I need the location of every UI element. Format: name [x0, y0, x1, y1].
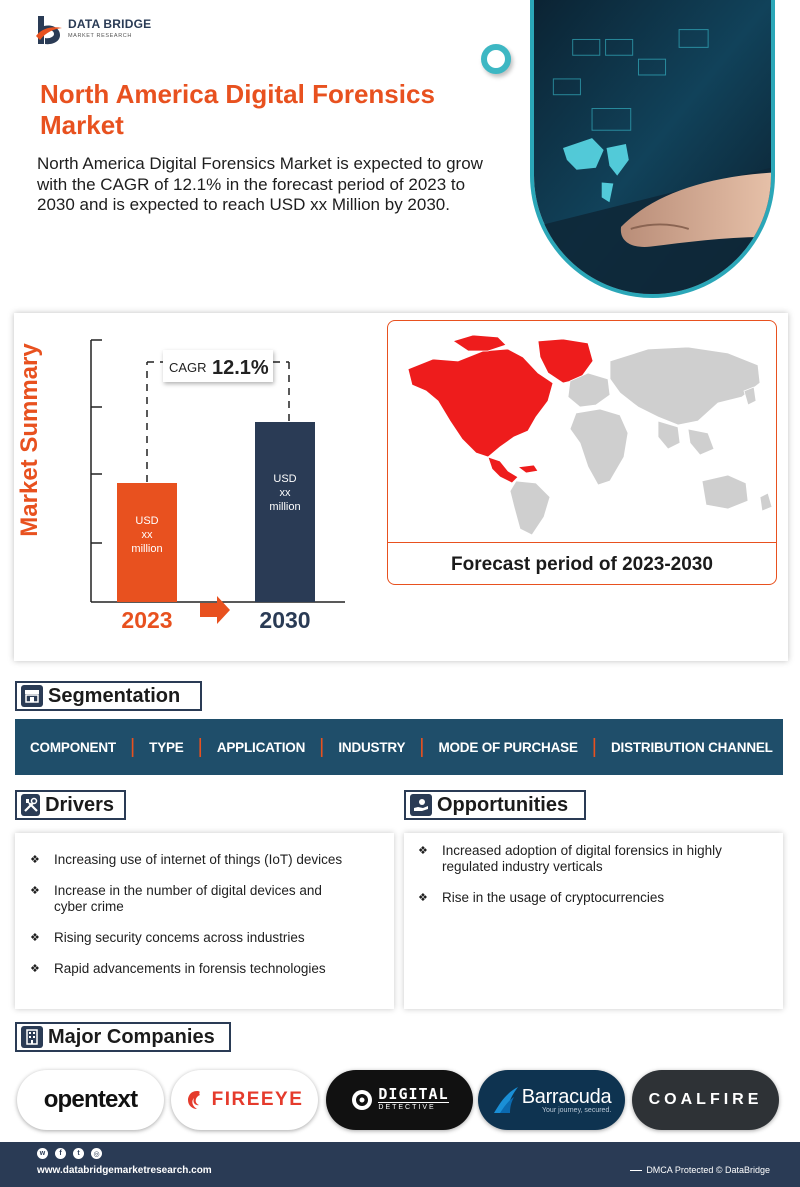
opentext-wordmark: opentext — [43, 1086, 138, 1113]
world-map-panel — [387, 320, 777, 585]
digital-detective-badge-icon — [350, 1088, 374, 1112]
brand-tagline: MARKET RESEARCH — [68, 33, 132, 39]
segmentation-bar — [15, 719, 783, 775]
drivers-card — [15, 833, 394, 1009]
social-links — [37, 1148, 102, 1159]
segment-divider: | — [129, 735, 136, 758]
opportunities-heading: Opportunities — [437, 793, 569, 816]
segmentation-header — [15, 681, 202, 711]
dmca-notice: DMCA Protected © DataBridge — [630, 1165, 770, 1175]
segmentation-heading: Segmentation — [48, 684, 181, 707]
page-title: North America Digital Forensics Market — [40, 79, 435, 140]
opportunity-item: ❖ Increased adoption of digital forensics in highly regulated industry verticals — [418, 843, 722, 874]
diamond-bullet-icon: ❖ — [30, 854, 40, 866]
intro-paragraph: North America Digital Forensics Market is expected to grow with the CAGR of 12.1% in the forecast period of 2023 to 2030 and is expected to reach USD xx Million by 2030. — [37, 154, 483, 214]
barracuda-wordmark: Barracuda — [521, 1085, 612, 1108]
world-map — [388, 321, 777, 542]
segment-divider: | — [319, 735, 325, 758]
company-logo-fireeye[interactable] — [171, 1070, 318, 1130]
diamond-bullet-icon: ❖ — [30, 885, 40, 897]
hero-image — [530, 0, 775, 298]
segment-divider: | — [419, 735, 425, 758]
fireeye-wordmark: FIREEYE — [211, 1089, 304, 1110]
map-caption: Forecast period of 2023-2030 — [388, 542, 776, 585]
segment-industry[interactable]: INDUSTRY — [338, 739, 406, 755]
segment-type[interactable]: TYPE — [149, 739, 184, 755]
company-logo-coalfire[interactable] — [632, 1070, 779, 1130]
year-start: 2023 — [121, 607, 173, 630]
instagram-icon[interactable]: ◎ — [91, 1148, 102, 1159]
bar-2023-label-line1: USD — [135, 515, 159, 527]
bar-2023-label-line2: xx — [141, 529, 153, 541]
bar-2030-label-line2: xx — [279, 487, 291, 499]
segment-component[interactable]: COMPONENT — [30, 739, 116, 755]
bar-2023-label-line3: million — [131, 543, 163, 555]
driver-item: ❖ Increasing use of internet of things (IoT) devices — [30, 852, 343, 867]
bar-2030-label-line1: USD — [273, 473, 297, 485]
footer — [0, 1142, 800, 1187]
segment-divider: | — [197, 735, 203, 758]
diamond-bullet-icon: ❖ — [418, 892, 428, 904]
companies-header — [15, 1022, 231, 1052]
segment-distribution-channel[interactable]: DISTRIBUTION CHANNEL — [610, 739, 773, 755]
cagr-value: 12.1% — [212, 357, 269, 379]
facebook-icon[interactable]: f — [55, 1148, 66, 1159]
market-summary-heading: Market Summary — [16, 343, 43, 537]
whatsapp-icon[interactable]: w — [37, 1148, 48, 1159]
company-logo-digital-detective[interactable] — [326, 1070, 473, 1130]
diamond-bullet-icon: ❖ — [418, 845, 428, 857]
segment-divider: | — [591, 735, 597, 758]
drivers-heading: Drivers — [45, 793, 114, 816]
bar-2030-label-line3: million — [269, 501, 301, 513]
fireeye-swirl-icon — [186, 1089, 208, 1111]
digital-detective-wordmark-bottom: DETECTIVE — [378, 1104, 436, 1111]
coalfire-wordmark: COALFIRE — [648, 1091, 763, 1108]
company-logo-barracuda[interactable] — [478, 1070, 625, 1130]
segment-mode-of-purchase[interactable]: MODE OF PURCHASE — [438, 739, 578, 755]
digital-detective-wordmark-top: DIGITAL — [378, 1085, 449, 1103]
drivers-header — [15, 790, 126, 820]
companies-heading: Major Companies — [48, 1025, 215, 1048]
summary-bar-graphic — [80, 330, 370, 630]
driver-item: ❖ Increase in the number of digital devices and cyber crime — [30, 883, 322, 914]
diamond-bullet-icon: ❖ — [30, 963, 40, 975]
brand-logo[interactable] — [34, 14, 164, 48]
diamond-bullet-icon: ❖ — [30, 932, 40, 944]
segment-application[interactable]: APPLICATION — [216, 739, 306, 755]
opportunities-header — [404, 790, 586, 820]
website-link[interactable]: www.databridgemarketresearch.com — [37, 1165, 212, 1176]
twitter-icon[interactable]: t — [73, 1148, 84, 1159]
opportunities-card — [404, 833, 783, 1009]
opportunity-item: ❖ Rise in the usage of cryptocurrencies — [418, 890, 665, 905]
barracuda-fin-icon — [492, 1085, 520, 1115]
building-icon — [21, 1026, 43, 1048]
brand-name: DATA BRIDGE — [68, 17, 152, 31]
company-logo-opentext[interactable] — [17, 1070, 164, 1130]
decorative-ring — [481, 44, 511, 74]
arrow-right-icon — [200, 596, 230, 624]
year-end: 2030 — [259, 607, 311, 630]
cagr-label: CAGR — [169, 360, 207, 375]
driver-item: ❖ Rising security concems across industries — [30, 930, 305, 945]
hand-coin-icon — [410, 794, 432, 816]
brand-logo-icon — [34, 14, 64, 46]
barracuda-tagline: Your journey, secured. — [542, 1106, 612, 1114]
tools-icon — [21, 794, 40, 816]
store-icon — [21, 685, 43, 707]
driver-item: ❖ Rapid advancements in forensis technologies — [30, 961, 326, 976]
